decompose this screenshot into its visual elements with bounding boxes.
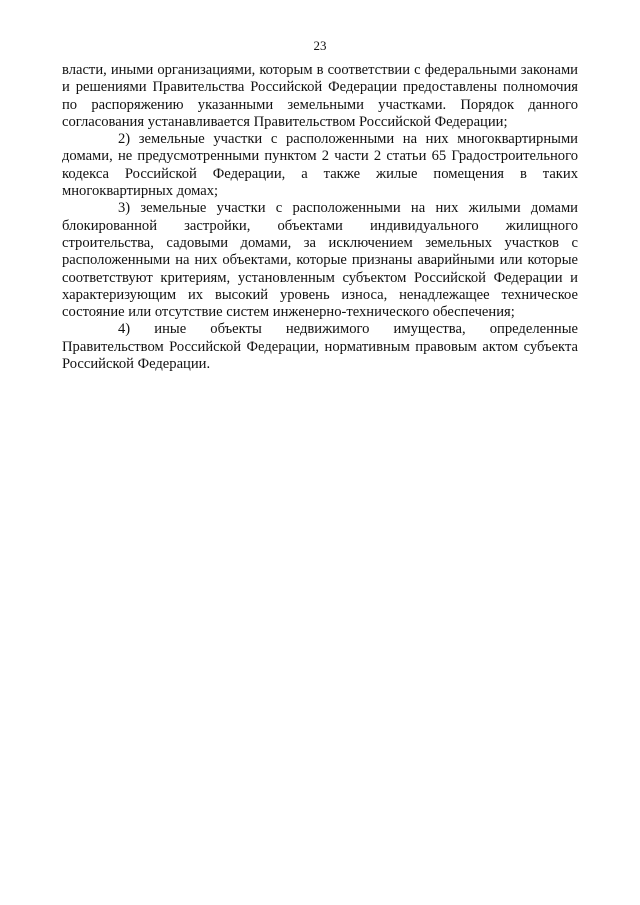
paragraph-text: 4) иные объекты недвижимого имущества, определенные Правительством Российской Федерации, нормативным правовым актом субъекта Российской Федерации. <box>62 321 578 373</box>
paragraph-item-2 <box>62 131 578 200</box>
page-number: 23 <box>313 38 327 53</box>
paragraph-text: 2) земельные участки с расположенными на них многоквартирными домами, не предусмотренными пунктом 2 части 2 статьи 65 Градостроительного кодекса Российской Федерации, а также жилые помещения в таких многоквартирных домах; <box>62 131 578 200</box>
paragraph-text: власти, иными организациями, которым в соответствии с федеральными законами и решениями Правительства Российской Федерации предоставлены полномочия по распоряжению указанными земельными участками. Порядок данного согласования устанавливается Правительством Российской Федерации; <box>62 62 578 130</box>
paragraph-item-4 <box>62 321 578 373</box>
paragraph-text: 3) земельные участки с расположенными на них жилыми домами блокированной застройки, объектами индивидуального жилищного строительства, садовыми домами, за исключением земельных участков с расположенными на них объектами, которые признаны аварийными или которые соответствуют критериям, установленным субъектом Российской Федерации и характеризующим их высокий уровень износа, ненадлежащее техническое состояние или отсутствие систем инженерно-технического обеспечения; <box>62 200 578 321</box>
document-body <box>62 62 578 373</box>
paragraph-continuation <box>62 62 578 131</box>
paragraph-item-3 <box>62 200 578 321</box>
